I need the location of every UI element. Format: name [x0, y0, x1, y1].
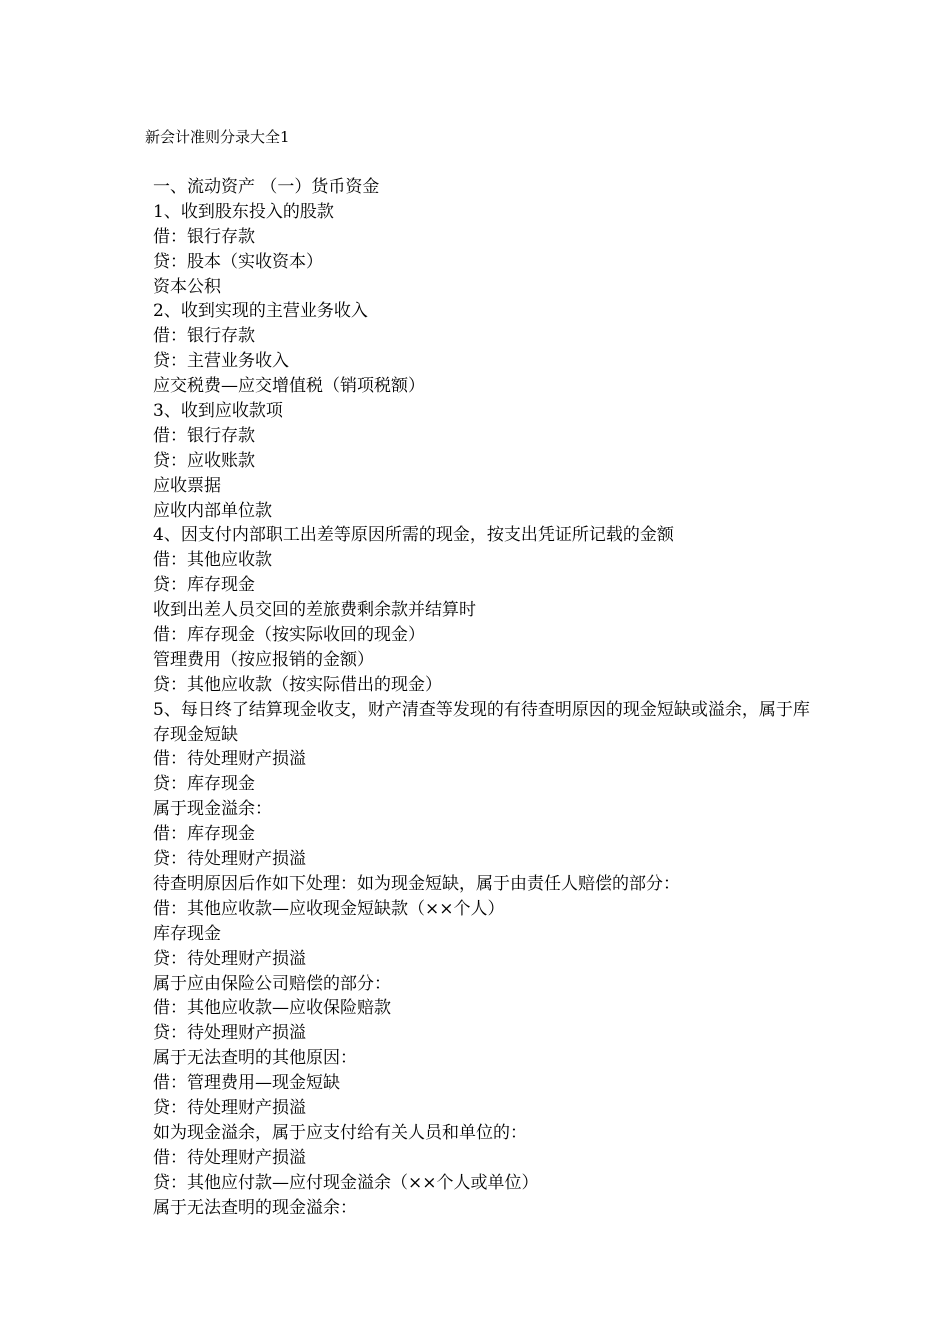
- body-line: 贷：待处理财产损溢: [153, 948, 306, 969]
- body-line: 贷：库存现金: [153, 575, 255, 596]
- body-line: 库存现金: [153, 923, 221, 944]
- body-line: 如为现金溢余，属于应支付给有关人员和单位的：: [153, 1122, 527, 1143]
- body-line: 借：待处理财产损溢: [153, 749, 306, 770]
- document-title: 新会计准则分录大全1: [145, 128, 290, 146]
- body-line: 5、每日终了结算现金收支，财产清查等发现的有待查明原因的现金短缺或溢余，属于库: [153, 699, 810, 720]
- body-line: 贷：其他应付款—应付现金溢余（××个人或单位）: [153, 1172, 539, 1193]
- body-line: 借：其他应收款: [153, 550, 272, 571]
- body-line: 贷：主营业务收入: [153, 351, 289, 372]
- body-line: 3、收到应收款项: [153, 401, 283, 422]
- body-line: 贷：待处理财产损溢: [153, 1097, 306, 1118]
- body-line: 应交税费—应交增值税（销项税额）: [153, 376, 425, 397]
- body-line: 属于应由保险公司赔偿的部分：: [153, 973, 391, 994]
- body-line: 应收票据: [153, 475, 221, 496]
- body-line: 贷：待处理财产损溢: [153, 1023, 306, 1044]
- body-line: 贷：待处理财产损溢: [153, 849, 306, 870]
- body-line: 收到出差人员交回的差旅费剩余款并结算时: [153, 600, 476, 621]
- body-line: 贷：股本（实收资本）: [153, 251, 323, 272]
- body-line: 借：管理费用—现金短缺: [153, 1073, 340, 1094]
- document-body: [153, 175, 898, 1220]
- body-line: 借：其他应收款—应收保险赔款: [153, 998, 391, 1019]
- body-line: 一、流动资产 （一）货币资金: [153, 177, 380, 197]
- body-line: 属于无法查明的其他原因：: [153, 1048, 357, 1069]
- body-line: 4、因支付内部职工出差等原因所需的现金，按支出凭证所记载的金额: [153, 525, 674, 546]
- body-line: 贷：应收账款: [153, 450, 255, 471]
- body-line: 资本公积: [153, 276, 221, 297]
- body-line: 管理费用（按应报销的金额）: [153, 649, 374, 670]
- body-line: 借：银行存款: [153, 425, 255, 446]
- body-line: 待查明原因后作如下处理：如为现金短缺，属于由责任人赔偿的部分：: [153, 873, 680, 894]
- body-line: 借：银行存款: [153, 226, 255, 247]
- body-line: 属于无法查明的现金溢余：: [153, 1197, 357, 1218]
- body-line: 1、收到股东投入的股款: [153, 201, 334, 222]
- body-line: 借：其他应收款—应收现金短缺款（××个人）: [153, 898, 505, 919]
- body-line: 存现金短缺: [153, 724, 238, 745]
- body-line: 2、收到实现的主营业务收入: [153, 301, 368, 322]
- body-line: 借：库存现金: [153, 824, 255, 845]
- body-line: 贷：库存现金: [153, 774, 255, 795]
- body-line: 借：待处理财产损溢: [153, 1147, 306, 1168]
- body-line: 借：库存现金（按实际收回的现金）: [153, 625, 425, 646]
- body-line: 贷：其他应收款（按实际借出的现金）: [153, 674, 442, 695]
- body-line: 借：银行存款: [153, 326, 255, 347]
- body-line: 应收内部单位款: [153, 500, 272, 521]
- body-line: 属于现金溢余：: [153, 799, 272, 820]
